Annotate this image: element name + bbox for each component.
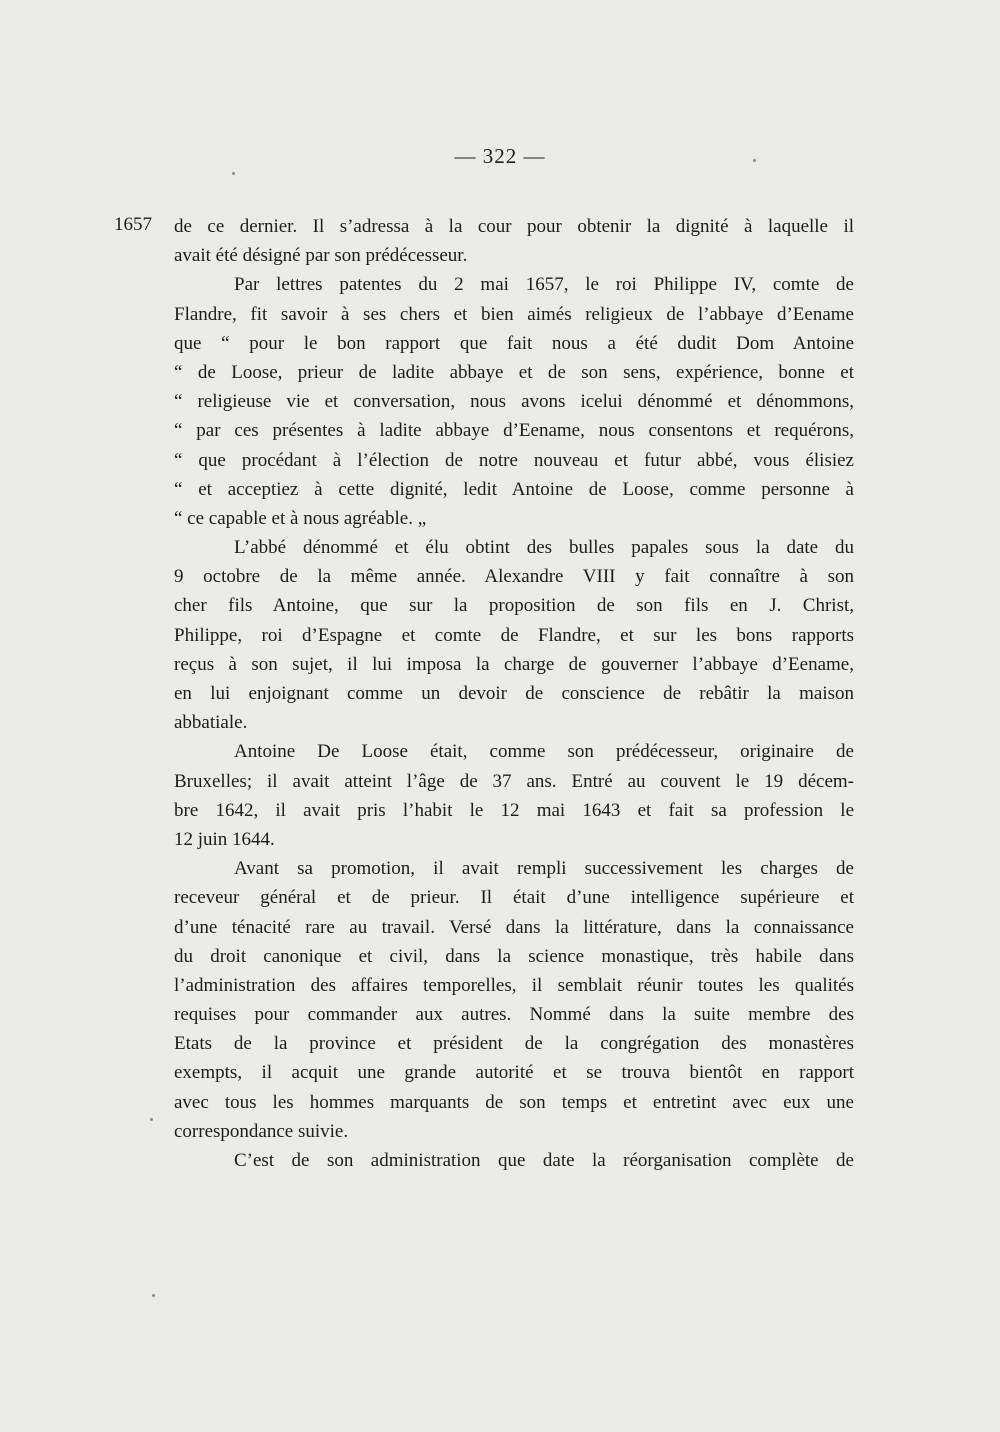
text-line: Flandre, fit savoir à ses chers et bien aimés religieux de l’abbaye d’Eename <box>174 303 854 325</box>
text-line: correspondance suivie. <box>174 1120 349 1142</box>
text-line: Antoine De Loose était, comme son prédécesseur, originaire de <box>234 741 854 763</box>
text-line: “ et acceptiez à cette dignité, ledit Antoine de Loose, comme personne à <box>174 478 854 500</box>
text-line: L’abbé dénommé et élu obtint des bulles papales sous la date du <box>234 537 854 559</box>
text-line: “ de Loose, prieur de ladite abbaye et de son sens, expérience, bonne et <box>174 361 854 383</box>
text-line: Etats de la province et président de la congrégation des monastères <box>174 1033 854 1055</box>
text-line: exempts, il acquit une grande autorité et se trouva bientôt en rapport <box>174 1062 854 1084</box>
paper-speck <box>232 172 235 175</box>
text-line: l’administration des affaires temporelles, il semblait réunir toutes les qualités <box>174 974 854 996</box>
text-line: “ ce capable et à nous agréable. „ <box>174 507 427 529</box>
text-line: “ par ces présentes à ladite abbaye d’Eename, nous consentons et requérons, <box>174 420 854 442</box>
text-line: d’une ténacité rare au travail. Versé dans la littérature, dans la connaissance <box>174 916 854 938</box>
text-line: “ que procédant à l’élection de notre nouveau et futur abbé, vous élisiez <box>174 449 854 471</box>
text-line: “ religieuse vie et conversation, nous avons icelui dénommé et dénommons, <box>174 391 854 413</box>
text-line: Avant sa promotion, il avait rempli successivement les charges de <box>234 858 854 880</box>
text-line: Philippe, roi d’Espagne et comte de Flandre, et sur les bons rapports <box>174 624 854 646</box>
text-line: receveur général et de prieur. Il était d’une intelligence supérieure et <box>174 887 854 909</box>
text-line: 9 octobre de la même année. Alexandre VIII y fait connaître à son <box>174 566 854 588</box>
text-line: Bruxelles; il avait atteint l’âge de 37 ans. Entré au couvent le 19 décem- <box>174 770 854 792</box>
paper-speck <box>152 1294 155 1297</box>
text-line: 12 juin 1644. <box>174 828 275 850</box>
text-line: de ce dernier. Il s’adressa à la cour pour obtenir la dignité à laquelle il <box>174 216 854 237</box>
page-number: — 322 — <box>454 144 546 168</box>
paper-speck <box>753 159 756 162</box>
body-text <box>174 212 854 1175</box>
text-line: reçus à son sujet, il lui imposa la charge de gouverner l’abbaye d’Eename, <box>174 653 854 675</box>
text-line: du droit canonique et civil, dans la science monastique, très habile dans <box>174 945 854 967</box>
text-line: abbatiale. <box>174 712 248 734</box>
text-line: en lui enjoignant comme un devoir de conscience de rebâtir la maison <box>174 683 854 704</box>
text-line: Par lettres patentes du 2 mai 1657, le roi Philippe IV, comte de <box>234 274 854 296</box>
text-line: cher fils Antoine, que sur la proposition de son fils en J. Christ, <box>174 595 854 617</box>
text-line: que “ pour le bon rapport que fait nous a été dudit Dom Antoine <box>174 332 854 354</box>
text-line: bre 1642, il avait pris l’habit le 12 mai 1643 et fait sa profession le <box>174 799 854 821</box>
text-line: C’est de son administration que date la réorganisation complète de <box>234 1150 854 1171</box>
margin-year-note: 1657 <box>114 214 152 235</box>
text-line: requises pour commander aux autres. Nommé dans la suite membre des <box>174 1004 854 1026</box>
text-line: avec tous les hommes marquants de son temps et entretint avec eux une <box>174 1091 854 1113</box>
text-line: avait été désigné par son prédécesseur. <box>174 245 468 267</box>
paper-speck <box>150 1118 153 1121</box>
